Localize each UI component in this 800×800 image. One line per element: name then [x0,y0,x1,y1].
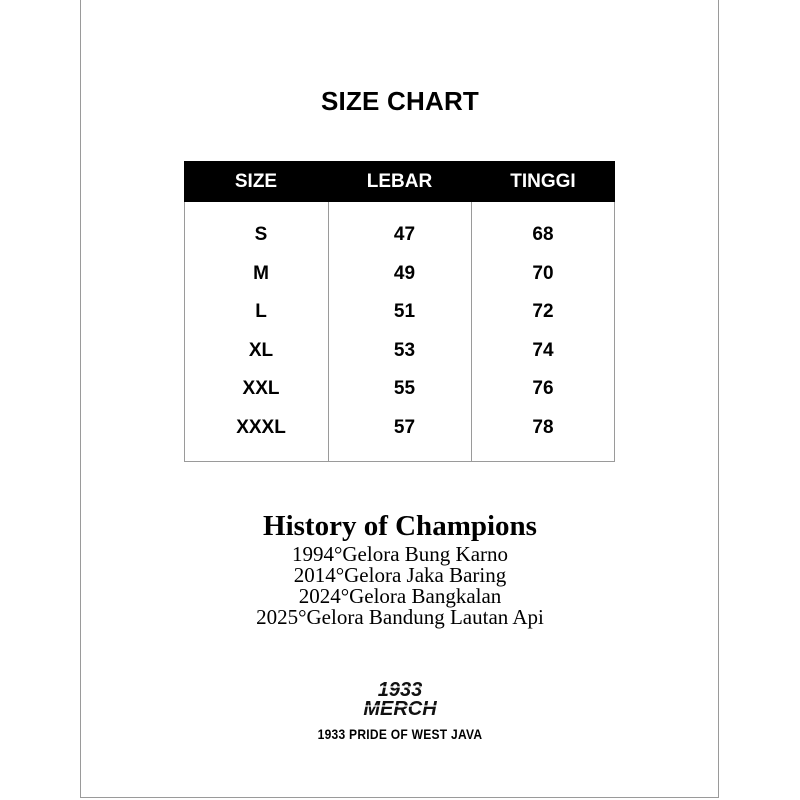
cell-lebar: 55 [393,378,416,399]
table-row [184,336,615,366]
cell-size: S [254,224,268,245]
cell-lebar: 53 [393,339,416,361]
cell-tinggi: 76 [532,378,554,399]
history-section [0,508,800,628]
merch-logo [340,677,460,719]
cell-size: XXXL [236,416,286,438]
header-tinggi: TINGGI [510,171,576,192]
cell-size: XXL [242,378,280,399]
history-title: History of Champions [263,510,537,542]
history-item: 1994°Gelora Bung Karno [291,542,509,566]
page-title: SIZE CHART [321,86,479,116]
logo-line1: 1933 [377,679,423,701]
cell-size: XL [248,339,274,361]
cell-tinggi: 70 [532,262,554,284]
cell-size: L [255,301,267,322]
table-row [184,413,615,443]
table-row [184,297,615,327]
history-item: 2025°Gelora Bandung Lautan Api [256,605,544,629]
cell-lebar: 51 [393,301,416,322]
history-item: 2014°Gelora Jaka Baring [293,563,507,587]
table-row [184,220,615,250]
history-item: 2024°Gelora Bangkalan [298,584,502,608]
cell-lebar: 57 [393,416,416,438]
cell-tinggi: 78 [532,416,554,438]
cell-size: M [253,262,269,284]
logo-line2: MERCH [363,698,437,719]
table-row [184,374,615,404]
header-lebar: LEBAR [366,171,433,192]
cell-lebar: 49 [393,262,416,284]
cell-tinggi: 72 [532,301,554,322]
cell-tinggi: 68 [532,224,554,245]
table-header [184,161,615,202]
cell-lebar: 47 [393,224,416,245]
cell-tinggi: 74 [532,339,554,361]
tagline: 1933 PRIDE OF WEST JAVA [317,726,483,742]
table-row [184,259,615,289]
header-size: SIZE [234,171,278,192]
